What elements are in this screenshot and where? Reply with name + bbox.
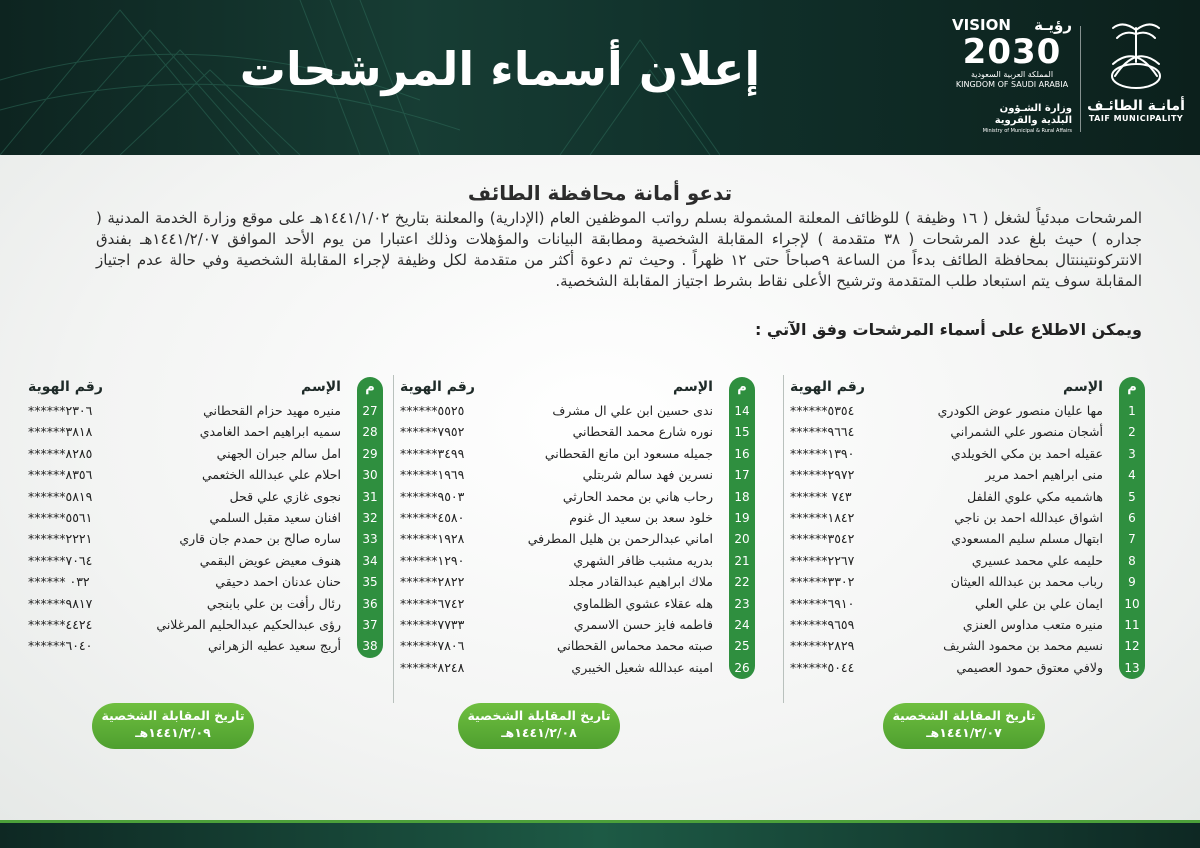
candidate-name: منيره متعب مداوس العنزي [962,616,1103,632]
table-row [400,658,755,679]
ministry-logo [960,103,1072,135]
national-id: ******٩٦٥٩ [790,616,855,632]
candidate-name: سميه ابراهيم احمد الغامدي [199,424,341,440]
candidate-name: ابتهال مسلم سليم المسعودي [951,531,1103,547]
national-id: ******١٨٤٢ [790,509,855,525]
candidates-table-3 [28,377,383,658]
intro-paragraph: المرشحات مبدئياً لشغل ( ١٦ وظيفة ) للوظائف المعلنة المشمولة بسلم رواتب الموظفين العام (الإدارية) والمعلنة بتاريخ ١٤٤١/١/٠٢هـ على موقع وزارة الخدمة المدنية ( جداره ) حيث بلغ عدد المرشحات ( ٣٨ متقدمة ) لإجراء المقابلة الشخصية ومطابقة البيانات والمؤهلات وذلك اعتبارا من يوم الأحد الموافق ١٤٤١/٢/٠٧هـ بفندق الانتركونتيننتال بمحافظة الطائف بدءاً من الساعة ٩صباحاً حتى ١٢ ظهراً . وحيث تم دعوة أكثر من متقدمة لكل وظيفة لإجراء المقابلة الشخصية وفي حالة عدم اجتياز المقابلة سوف يتم استبعاد طلب المتقدمة وترشيح الأعلى نقاط بشرط اجتياز المقابلة الشخصية. [96,209,1143,290]
national-id: ****** ٠٣٢ [28,574,90,590]
national-id: ******٣٨١٨ [28,424,93,440]
candidate-name: نوره شارع محمد القحطاني [572,424,713,440]
table-row [28,551,383,572]
national-id: ******٢٨٢٢ [400,574,465,590]
candidate-name: امل سالم جبران الجهني [216,445,341,461]
candidate-name: نسرين فهد سالم شربتلي [582,467,713,483]
national-id: ******٩٥٠٣ [400,488,465,504]
ministry-name-en: Ministry of Municipal & Rural Affairs [982,128,1072,134]
candidate-name: حليمه علي محمد عسيري [971,552,1103,568]
table-row [400,401,755,422]
table-row [28,444,383,465]
candidate-name: صبته محمد محماس القحطاني [556,638,713,654]
header-id: رقم الهوية [400,379,475,395]
table-row [400,615,755,636]
interview-date-value: ١٤٤١/٢/٠٧هـ [926,725,1002,740]
row-number: 14 [729,401,755,422]
row-number: 32 [357,508,383,529]
national-id: ******٧٧٣٣ [400,616,465,632]
row-number: 27 [357,401,383,422]
table-row [790,615,1145,636]
national-id: ******٥٥٢٥ [400,403,465,418]
row-number: 18 [729,487,755,508]
candidate-name: خلود سعد بن سعيد ال غنوم [569,509,713,525]
vision-ar: رؤيـة [1034,16,1072,34]
candidate-name: جميله مسعود ابن مانع القحطاني [544,445,713,461]
candidate-name: رباب محمد بن عبدالله العيثان [950,574,1103,590]
vision-en: VISION [952,16,1011,34]
row-number: 7 [1119,529,1145,550]
table-row [790,658,1145,679]
candidate-name: ندى حسين ابن علي ال مشرف [552,403,713,418]
national-id: ******٥٣٥٤ [790,403,855,418]
national-id: ******٩٨١٧ [28,595,93,611]
vision-2030-logo [952,16,1072,90]
national-id: ******٢٢٦٧ [790,552,855,568]
candidate-name: نجوى غازي علي قحل [229,488,341,504]
taif-municipality-logo [1086,14,1186,123]
national-id: ******٢٩٧٢ [790,467,855,483]
row-number: 26 [729,658,755,679]
row-number: 35 [357,572,383,593]
table-row [28,465,383,486]
candidate-name: رحاب هاني بن محمد الحارثي [562,488,713,504]
row-number: 9 [1119,572,1145,593]
table-header [400,377,755,401]
candidate-name: اماني عبدالرحمن بن هليل المطرفي [527,531,713,547]
vision-country-en: KINGDOM OF SAUDI ARABIA [955,80,1069,89]
table-rows [28,401,383,658]
page-title: إعلان أسماء المرشحات [239,42,761,96]
header-number: م [1119,377,1145,401]
row-number: 8 [1119,551,1145,572]
row-number: 2 [1119,422,1145,443]
row-number: 19 [729,508,755,529]
table-row [400,572,755,593]
table-header [790,377,1145,401]
row-number: 3 [1119,444,1145,465]
candidate-name: حنان عدنان احمد دحيقي [215,574,341,590]
taif-name-ar: أمانـة الطائـف [1087,98,1185,114]
announcement-body [0,155,1200,820]
row-number: 20 [729,529,755,550]
row-number: 34 [357,551,383,572]
national-id: ******٨٣٥٦ [28,467,93,483]
table-row [400,508,755,529]
candidate-name: رؤى عبدالحكيم عبدالحليم المرغلاني [156,616,341,632]
row-number: 1 [1119,401,1145,422]
row-number: 5 [1119,487,1145,508]
candidate-name: ولافي معتوق حمود العصيمي [956,659,1103,675]
candidate-name: هنوف معيض عويض البقمي [199,552,341,568]
vision-year: 2030 [962,32,1062,72]
candidate-name: منيره مهيد حزام القحطاني [203,403,341,418]
header-id: رقم الهوية [28,379,103,395]
national-id: ******٣٣٠٢ [790,574,855,590]
national-id: ****** ٧٤٣ [790,488,852,504]
header-name: الإسم [1063,379,1103,395]
table-row [790,551,1145,572]
table-row [28,401,383,422]
table-row [400,594,755,615]
table-row [28,508,383,529]
table-row [790,508,1145,529]
national-id: ******٣٥٤٢ [790,531,855,547]
table-row [28,422,383,443]
ministry-name-ar-1: وزارة الشـؤون [999,103,1072,114]
column-divider [393,375,394,703]
national-id: ******٤٥٨٠ [400,509,465,525]
row-number: 36 [357,594,383,615]
row-number: 15 [729,422,755,443]
interview-date-label: تاريخ المقابلة الشخصية [101,708,245,723]
table-row [790,401,1145,422]
row-number: 21 [729,551,755,572]
row-number: 6 [1119,508,1145,529]
national-id: ******٨٢٤٨ [400,659,465,675]
candidate-name: نسيم محمد بن محمود الشريف [943,638,1103,654]
interview-date-value: ١٤٤١/٢/٠٨هـ [501,725,577,740]
table-row [28,529,383,550]
candidate-name: ايمان علي بن علي العلي [975,595,1103,611]
national-id: ******٥٠٤٤ [790,659,855,675]
row-number: 16 [729,444,755,465]
national-id: ******٥٨١٩ [28,488,93,504]
national-id: ******٢٢٢١ [28,531,93,547]
national-id: ******١٢٩٠ [400,552,465,568]
table-row [790,487,1145,508]
table-row [400,551,755,572]
row-number: 24 [729,615,755,636]
national-id: ******٦٠٤٠ [28,638,93,654]
candidate-name: عقيله احمد بن مكي الخويلدي [950,445,1103,461]
column-divider [783,375,784,703]
row-number: 33 [357,529,383,550]
national-id: ******١٩٢٨ [400,531,465,547]
intro-title: تدعو أمانة محافظة الطائف [467,181,733,205]
national-id: ******٩٦٦٤ [790,424,855,440]
row-number: 25 [729,636,755,657]
national-id: ******٢٣٠٦ [28,403,93,418]
header-name: الإسم [301,379,341,395]
national-id: ******٧٨٠٦ [400,638,465,654]
table-rows [400,401,755,679]
table-row [400,487,755,508]
table-row [400,465,755,486]
table-rows [790,401,1145,679]
candidates-table-1 [790,377,1145,679]
row-number: 29 [357,444,383,465]
candidate-name: رئال رأفت بن علي بابنجي [206,595,341,611]
national-id: ******٣٤٩٩ [400,445,465,461]
candidate-name: امينه عبدالله شعيل الخيبري [571,659,713,675]
interview-date-badge-3 [92,703,254,749]
table-row [28,636,383,657]
row-number: 22 [729,572,755,593]
candidate-name: فاطمه فايز حسن الاسمري [573,616,713,632]
candidate-name: مها عليان منصور عوض الكودري [937,403,1103,418]
table-row [790,572,1145,593]
table-row [28,572,383,593]
interview-date-value: ١٤٤١/٢/٠٩هـ [135,725,211,740]
candidate-name: هله عقلاء عشوي الظلماوي [573,595,713,611]
national-id: ******٤٤٢٤ [28,616,93,632]
footer-band [0,820,1200,848]
candidate-name: هاشميه مكي علوي الفلفل [967,488,1103,504]
national-id: ******٧٩٥٢ [400,424,465,440]
candidate-name: ملاك ابراهيم عبدالقادر مجلد [568,574,713,590]
table-row [790,444,1145,465]
ministry-name-ar-2: البلدية والقروية [994,115,1072,126]
national-id: ******١٣٩٠ [790,445,855,461]
row-number: 31 [357,487,383,508]
candidate-name: احلام علي عبدالله الخثعمي [201,467,341,483]
table-row [790,594,1145,615]
table-row [400,636,755,657]
header-id: رقم الهوية [790,379,865,395]
row-number: 23 [729,594,755,615]
header-number: م [729,377,755,401]
row-number: 13 [1119,658,1145,679]
table-row [28,594,383,615]
table-row [400,529,755,550]
row-number: 12 [1119,636,1145,657]
list-subtitle: ويمكن الاطلاع على أسماء المرشحات وفق الآتي : [754,320,1142,339]
national-id: ******٥٥٦١ [28,509,93,525]
interview-date-label: تاريخ المقابلة الشخصية [467,708,611,723]
taif-name-en: TAIF MUNICIPALITY [1088,114,1184,123]
table-row [400,444,755,465]
row-number: 37 [357,615,383,636]
row-number: 38 [357,636,383,657]
national-id: ******٦٩١٠ [790,595,855,611]
candidate-name: بدريه مشبب ظافر الشهري [573,552,713,568]
national-id: ******١٩٦٩ [400,467,465,483]
table-row [790,636,1145,657]
row-number: 30 [357,465,383,486]
row-number: 17 [729,465,755,486]
table-row [790,529,1145,550]
logo-separator [1080,26,1081,132]
table-row [28,615,383,636]
interview-date-badge-2 [458,703,620,749]
national-id: ******٦٧٤٢ [400,595,465,611]
table-row [400,422,755,443]
table-row [790,422,1145,443]
candidate-name: افنان سعيد مقبل السلمي [209,509,341,525]
candidate-name: ساره صالح بن حمدم جان قاري [179,531,341,547]
row-number: 11 [1119,615,1145,636]
header-banner [0,0,1200,155]
candidate-name: أريج سعيد عطيه الزهراني [207,638,341,654]
interview-date-label: تاريخ المقابلة الشخصية [892,708,1036,723]
header-number: م [357,377,383,401]
table-row [28,487,383,508]
interview-date-badge-1 [883,703,1045,749]
candidates-table-2 [400,377,755,679]
candidate-name: أشجان منصور علي الشمراني [950,424,1103,440]
header-name: الإسم [673,379,713,395]
table-row [790,465,1145,486]
table-header [28,377,383,401]
candidate-name: اشواق عبدالله احمد بن ناجي [954,509,1103,525]
row-number: 28 [357,422,383,443]
national-id: ******٨٢٨٥ [28,445,93,461]
row-number: 4 [1119,465,1145,486]
national-id: ******٧٠٦٤ [28,552,93,568]
vision-country-ar: المملكة العربية السعودية [970,70,1054,79]
row-number: 10 [1119,594,1145,615]
national-id: ******٢٨٢٩ [790,638,855,654]
palm-swords-emblem-icon [1101,14,1171,92]
candidate-name: منى ابراهيم احمد مرير [985,467,1103,483]
footer-accent-line [0,820,1200,823]
